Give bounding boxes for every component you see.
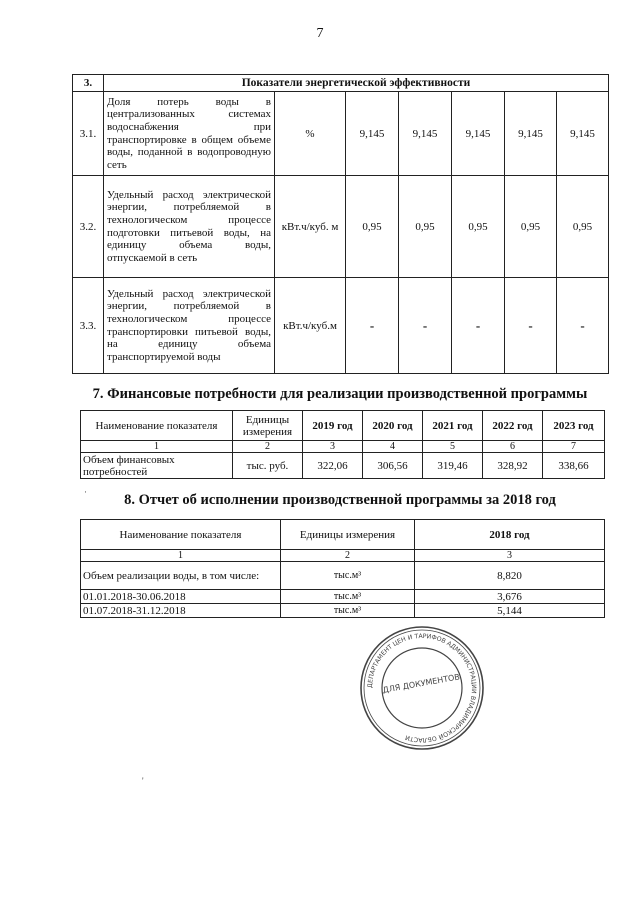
row-description: Удельный расход электрической энергии, потребляемой в технологическом процессе подготовки питьевой воды, на единицу объема воды, отпускаемой в сеть <box>104 176 275 278</box>
column-number: 1 <box>81 441 233 453</box>
row-value: 0,95 <box>557 176 609 278</box>
row-value: 0,95 <box>399 176 452 278</box>
row-number: 3.2. <box>73 176 104 278</box>
row-value: 0,95 <box>505 176 557 278</box>
row-value: - <box>505 278 557 374</box>
row-value: 322,06 <box>303 453 363 479</box>
row-value: 8,820 <box>415 562 605 590</box>
header-cell: 2021 год <box>423 411 483 441</box>
section8-title: 8. Отчет об исполнении производственной программы за 2018 год <box>124 492 556 508</box>
scan-mark: ' <box>142 776 144 786</box>
column-number-row <box>81 550 605 562</box>
energy-efficiency-table <box>72 74 609 374</box>
header-cell: 2022 год <box>483 411 543 441</box>
row-unit: тыс.м³ <box>281 562 415 590</box>
column-number: 7 <box>543 441 605 453</box>
page-number: 7 <box>316 26 324 41</box>
row-name: Объем финансовых потребностей <box>81 453 233 479</box>
table-row <box>81 562 605 590</box>
row-unit: тыс. руб. <box>233 453 303 479</box>
stamp-outer-ring <box>361 627 483 749</box>
row-value: - <box>452 278 505 374</box>
column-number: 2 <box>281 550 415 562</box>
official-stamp <box>358 624 486 752</box>
column-number: 3 <box>415 550 605 562</box>
row-value: - <box>557 278 609 374</box>
section-header-row <box>73 75 609 92</box>
row-description: Доля потерь воды в централизованных системах водоснабжения при транспортировке в общем объеме воды, поданной в водопроводную сеть <box>104 92 275 176</box>
row-value: 328,92 <box>483 453 543 479</box>
header-cell: 2019 год <box>303 411 363 441</box>
stamp-ring-text: ДЕПАРТАМЕНТ ЦЕН И ТАРИФОВ АДМИНИСТРАЦИИ ВЛАДИМИРСКОЙ ОБЛАСТИ <box>366 632 478 744</box>
section-title: Показатели энергетической эффективности <box>104 75 609 92</box>
row-value: 9,145 <box>557 92 609 176</box>
row-value: 9,145 <box>452 92 505 176</box>
table-row <box>73 278 609 374</box>
column-number: 6 <box>483 441 543 453</box>
financial-needs-table <box>80 410 605 479</box>
row-value: 338,66 <box>543 453 605 479</box>
section7-title: 7. Финансовые потребности для реализации производственной программы <box>92 386 588 402</box>
row-value: 306,56 <box>363 453 423 479</box>
row-unit: тыс.м³ <box>281 604 415 618</box>
scan-mark: · <box>84 487 87 497</box>
table-row <box>81 453 605 479</box>
table-row <box>81 590 605 604</box>
row-unit: тыс.м³ <box>281 590 415 604</box>
table-row <box>81 604 605 618</box>
row-value: 9,145 <box>399 92 452 176</box>
report-2018-table <box>80 519 605 618</box>
header-cell: Единицы измерения <box>233 411 303 441</box>
row-value: 9,145 <box>346 92 399 176</box>
column-number: 5 <box>423 441 483 453</box>
row-value: 0,95 <box>346 176 399 278</box>
header-cell: Наименование показателя <box>81 520 281 550</box>
row-value: 3,676 <box>415 590 605 604</box>
header-cell: Наименование показателя <box>81 411 233 441</box>
row-value: 9,145 <box>505 92 557 176</box>
row-number: 3.3. <box>73 278 104 374</box>
row-value: 319,46 <box>423 453 483 479</box>
header-cell: 2023 год <box>543 411 605 441</box>
row-name: 01.01.2018-30.06.2018 <box>81 590 281 604</box>
row-value: - <box>346 278 399 374</box>
section-number: 3. <box>73 75 104 92</box>
row-unit: кВт.ч/куб.м <box>275 278 346 374</box>
column-number: 4 <box>363 441 423 453</box>
table-row <box>73 176 609 278</box>
row-value: 0,95 <box>452 176 505 278</box>
header-cell: 2018 год <box>415 520 605 550</box>
column-number-row <box>81 441 605 453</box>
row-name: Объем реализации воды, в том числе: <box>81 562 281 590</box>
header-cell: 2020 год <box>363 411 423 441</box>
header-row <box>81 411 605 441</box>
row-name: 01.07.2018-31.12.2018 <box>81 604 281 618</box>
row-value: 5,144 <box>415 604 605 618</box>
column-number: 1 <box>81 550 281 562</box>
row-unit: кВт.ч/куб. м <box>275 176 346 278</box>
row-description: Удельный расход электрической энергии, потребляемой в технологическом процессе транспортировки питьевой воды, на единицу объема транспортируемой воды <box>104 278 275 374</box>
column-number: 3 <box>303 441 363 453</box>
table-row <box>73 92 609 176</box>
column-number: 2 <box>233 441 303 453</box>
row-unit: % <box>275 92 346 176</box>
stamp-center-text: ДЛЯ ДОКУМЕНТОВ <box>381 672 461 695</box>
row-number: 3.1. <box>73 92 104 176</box>
row-value: - <box>399 278 452 374</box>
header-cell: Единицы измерения <box>281 520 415 550</box>
header-row <box>81 520 605 550</box>
